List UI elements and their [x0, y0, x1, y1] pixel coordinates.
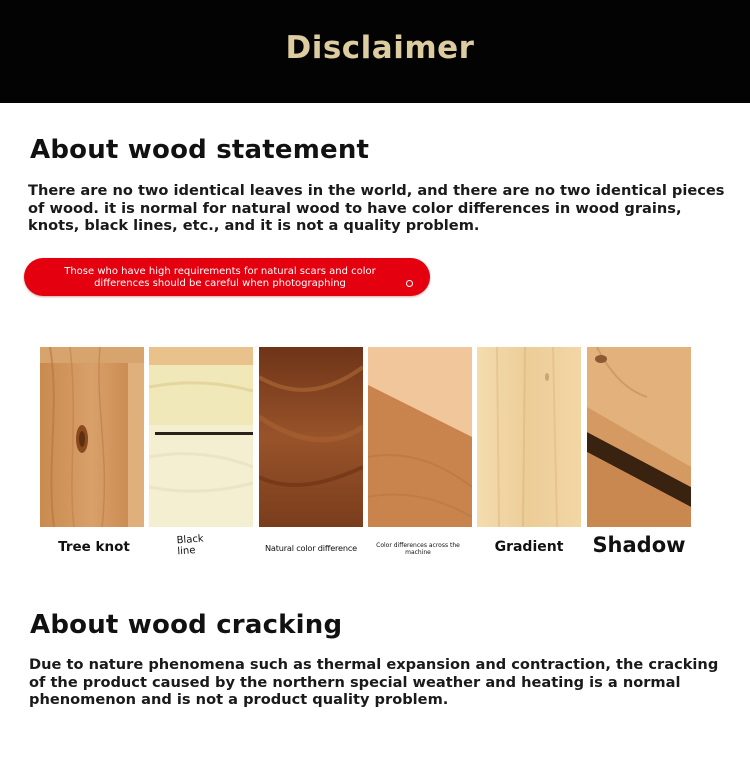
wood-cracking-heading: About wood cracking: [30, 610, 343, 640]
wood-cracking-text: Due to nature phenomena such as thermal expansion and contraction, the cracking of the product caused by the northern special weather and heating is a normal phenomenon and is not a product quality problem.: [29, 656, 719, 708]
sample-image-black-line: [149, 347, 253, 527]
sample-image-machine-color-difference: [368, 347, 472, 527]
page-title: Disclaimer: [285, 30, 475, 66]
caption-gradient: Gradient: [494, 539, 564, 555]
photo-notice-banner: [24, 258, 430, 296]
caption-black-line: Black line: [176, 533, 205, 558]
photo-notice-text: Those who have high requirements for natural scars and color differences should be careful when photographing: [64, 266, 376, 289]
caption-natural-color-difference: Natural color difference: [265, 543, 357, 553]
sample-image-tree-knot: [40, 347, 144, 527]
sample-image-natural-color-difference: [259, 347, 363, 527]
caption-machine-color-difference: Color differences across the machine: [376, 542, 460, 556]
wood-statement-text: There are no two identical leaves in the world, and there are no two identical pieces of wood. it is normal for natural wood to have color differences in wood grains, knots, black lines, etc., and it is not a quality problem.: [28, 182, 725, 234]
caption-tree-knot: Tree knot: [58, 539, 130, 555]
dot-icon: [406, 280, 413, 287]
sample-image-shadow: [587, 347, 691, 527]
wood-statement-heading: About wood statement: [30, 135, 370, 165]
header-banner: [0, 0, 750, 103]
caption-shadow: Shadow: [592, 533, 686, 557]
sample-image-gradient: [477, 347, 581, 527]
